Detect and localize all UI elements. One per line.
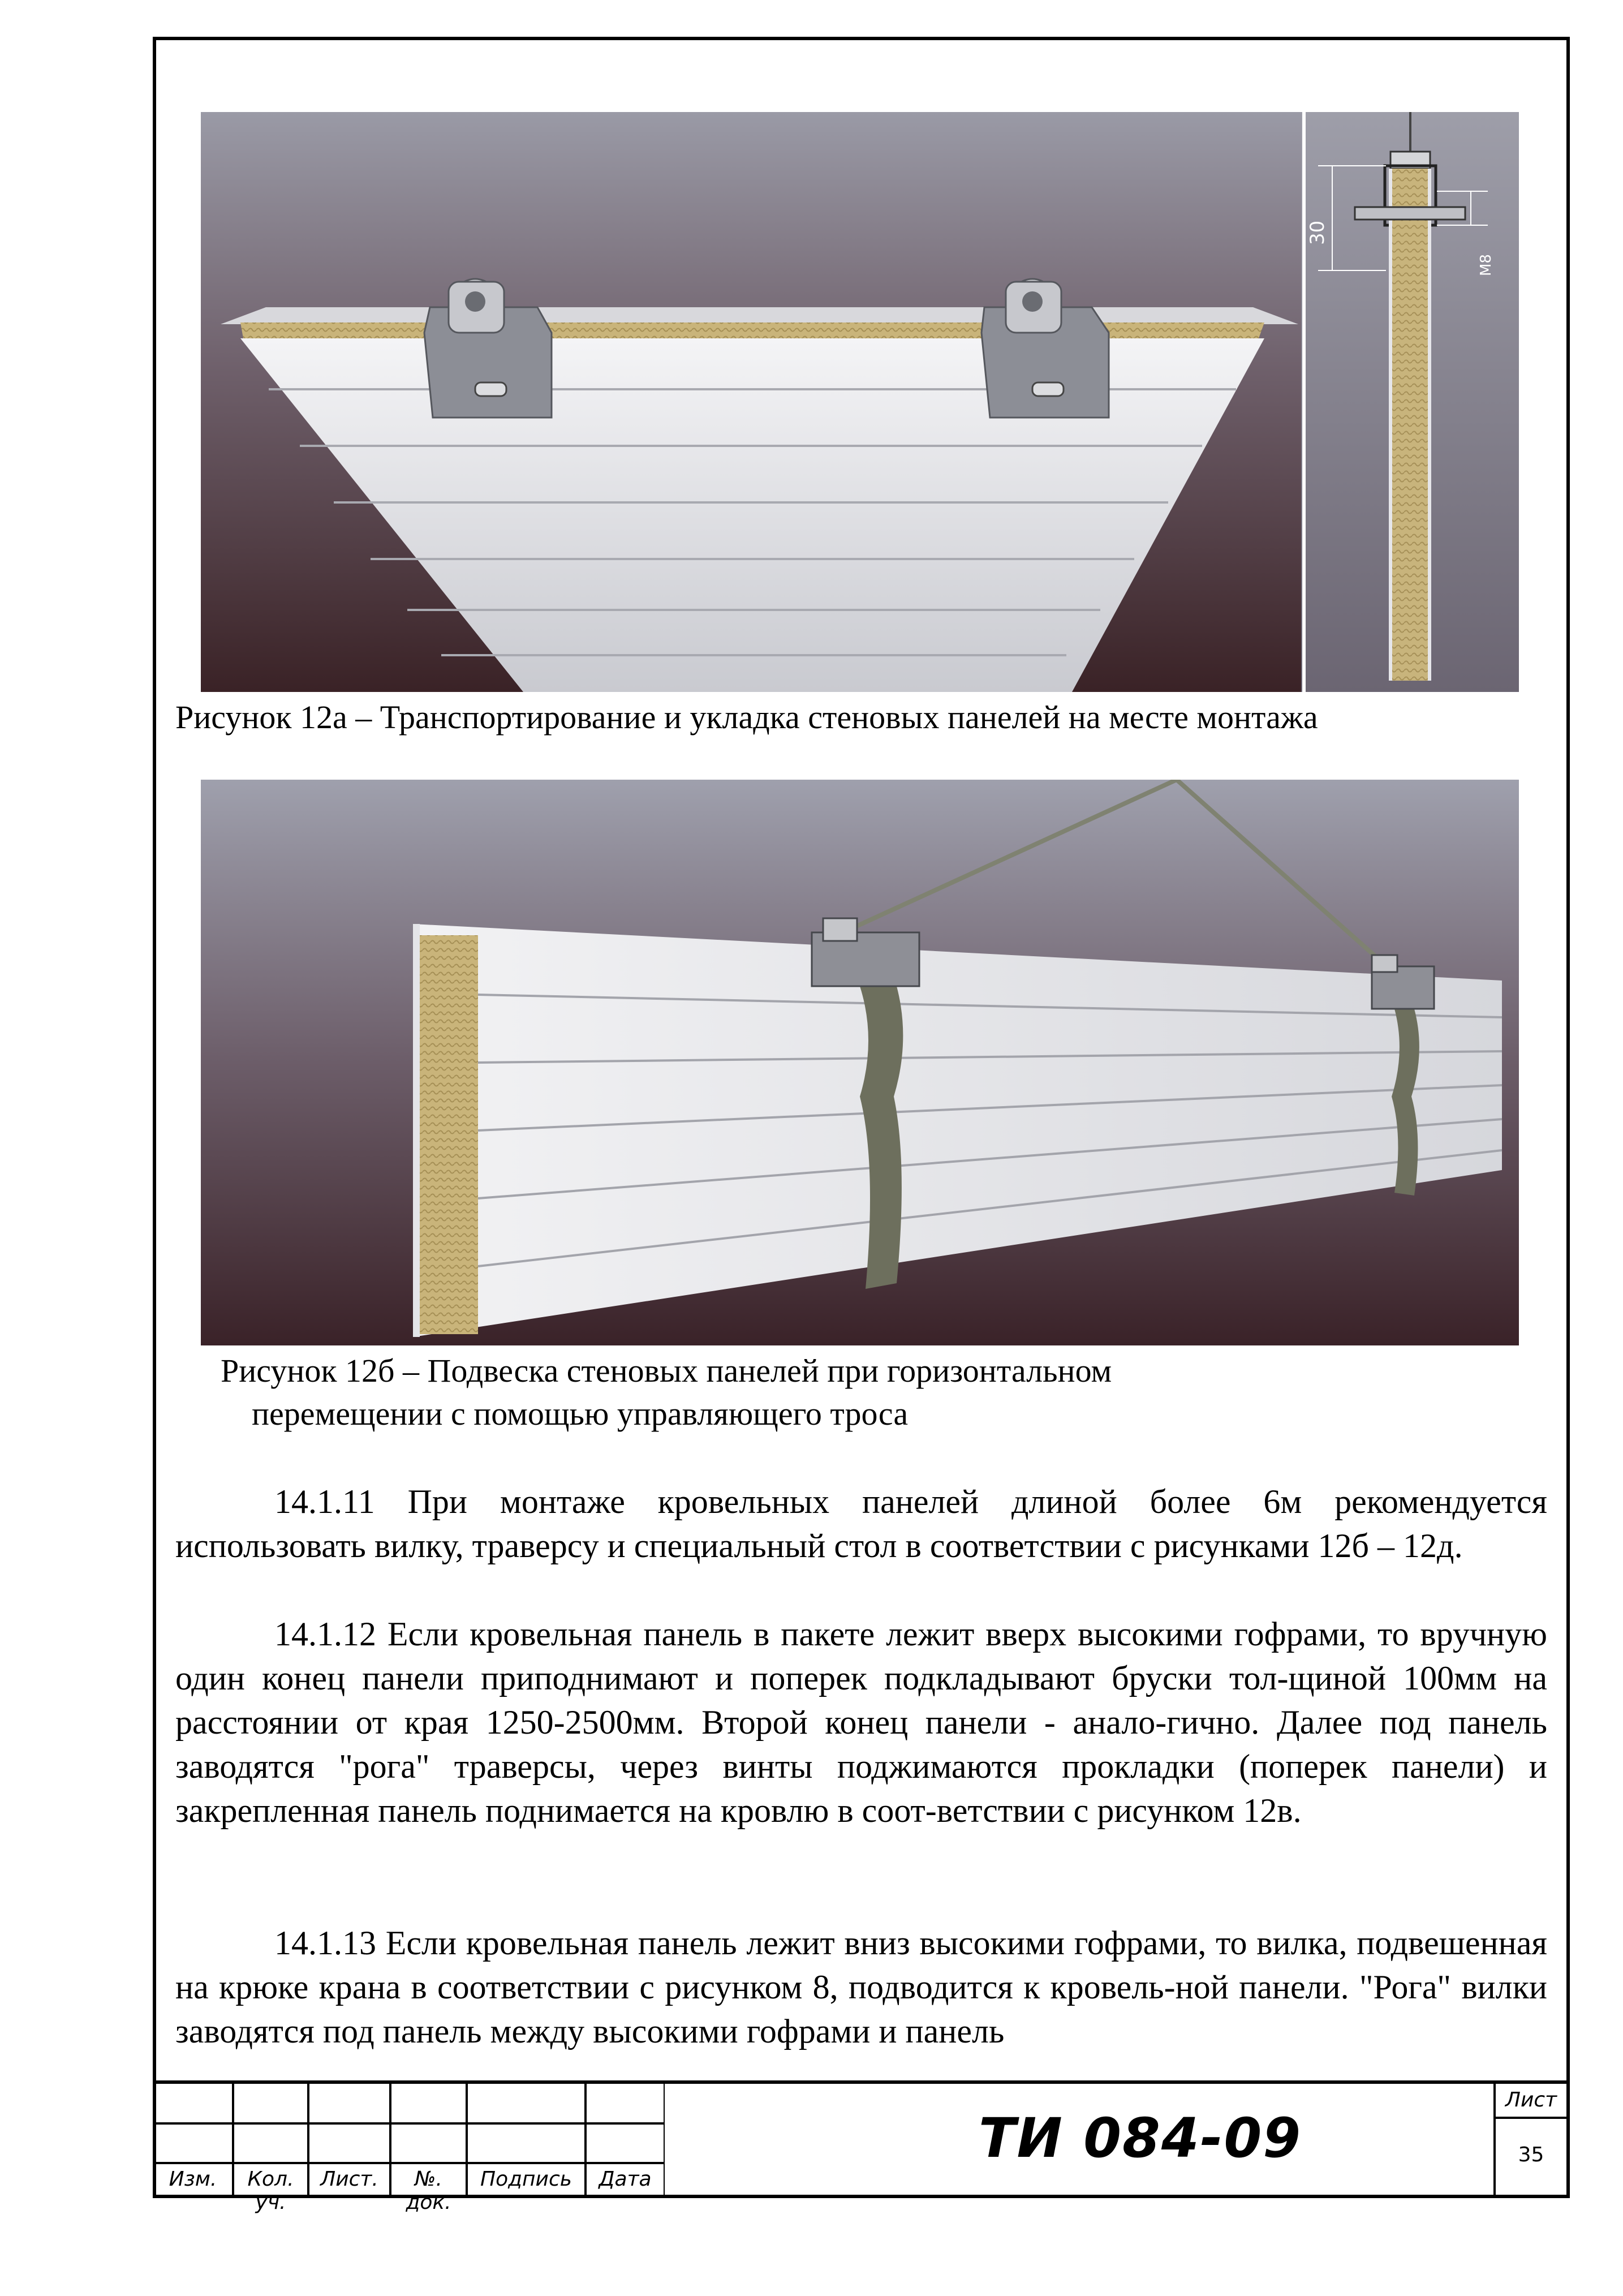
sheet-box: [1493, 2084, 1566, 2198]
column-label-signature: Подпись: [480, 2168, 572, 2191]
figure-12a-detail-image: [1301, 112, 1519, 692]
sheet-number: 35: [1518, 2143, 1544, 2166]
figure-12a-caption: Рисунок 12а – Транспортирование и укладка стеновых панелей на месте монтажа: [175, 699, 1318, 736]
document-code: ТИ 084-09: [979, 2106, 1302, 2170]
title-block: [153, 2080, 1570, 2214]
dimension-label-30: 30: [1306, 220, 1329, 245]
figure-12a-panel-image: [201, 112, 1301, 692]
column-label-izm: Изм.: [169, 2168, 217, 2191]
column-label-list: Лист.: [320, 2168, 378, 2191]
figure-12b-image: [201, 780, 1519, 1345]
body-paragraph-14-1-11: 14.1.11 При монтаже кровельных панелей длиной более 6м рекомендуется использовать вилку, траверсу и специальный стол в соответствии с рисунками 12б – 12д.: [175, 1483, 1547, 1564]
figure-12b-caption-line2: перемещении с помощью управляющего троса: [252, 1395, 909, 1432]
sheet-label: Лист: [1505, 2088, 1557, 2112]
body-paragraph-14-1-13: 14.1.13 Если кровельная панель лежит вниз высокими гофрами, то вилка, подвешенная на крюке крана в соответствии с рисунком 8, подводится к кровель-ной панели. "Рога" вилки заводятся под панель между высокими гофрами и панель: [175, 1924, 1547, 2050]
column-label-doc-number: №. док.: [406, 2168, 451, 2214]
figure-12b-caption-line1: Рисунок 12б – Подвеска стеновых панелей при горизонтальном: [221, 1352, 1112, 1389]
dimension-label-m8: М8: [1478, 254, 1495, 276]
column-label-date: Дата: [599, 2168, 652, 2191]
column-label-kol-uch: Кол. уч.: [247, 2168, 294, 2214]
body-paragraph-14-1-12: 14.1.12 Если кровельная панель в пакете лежит вверх высокими гофрами, то вручную один конец панели приподнимают и поперек подкладывают бруски тол-щиной 100мм на расстоянии от края 1250-2500мм. Второй конец панели - анало-гично. Далее под панель заводятся "рога" траверсы, через винты поджимаются прокладки (поперек панели) и закрепленная панель поднимается на кровлю в соот-ветствии с рисунком 12в.: [175, 1615, 1547, 1829]
